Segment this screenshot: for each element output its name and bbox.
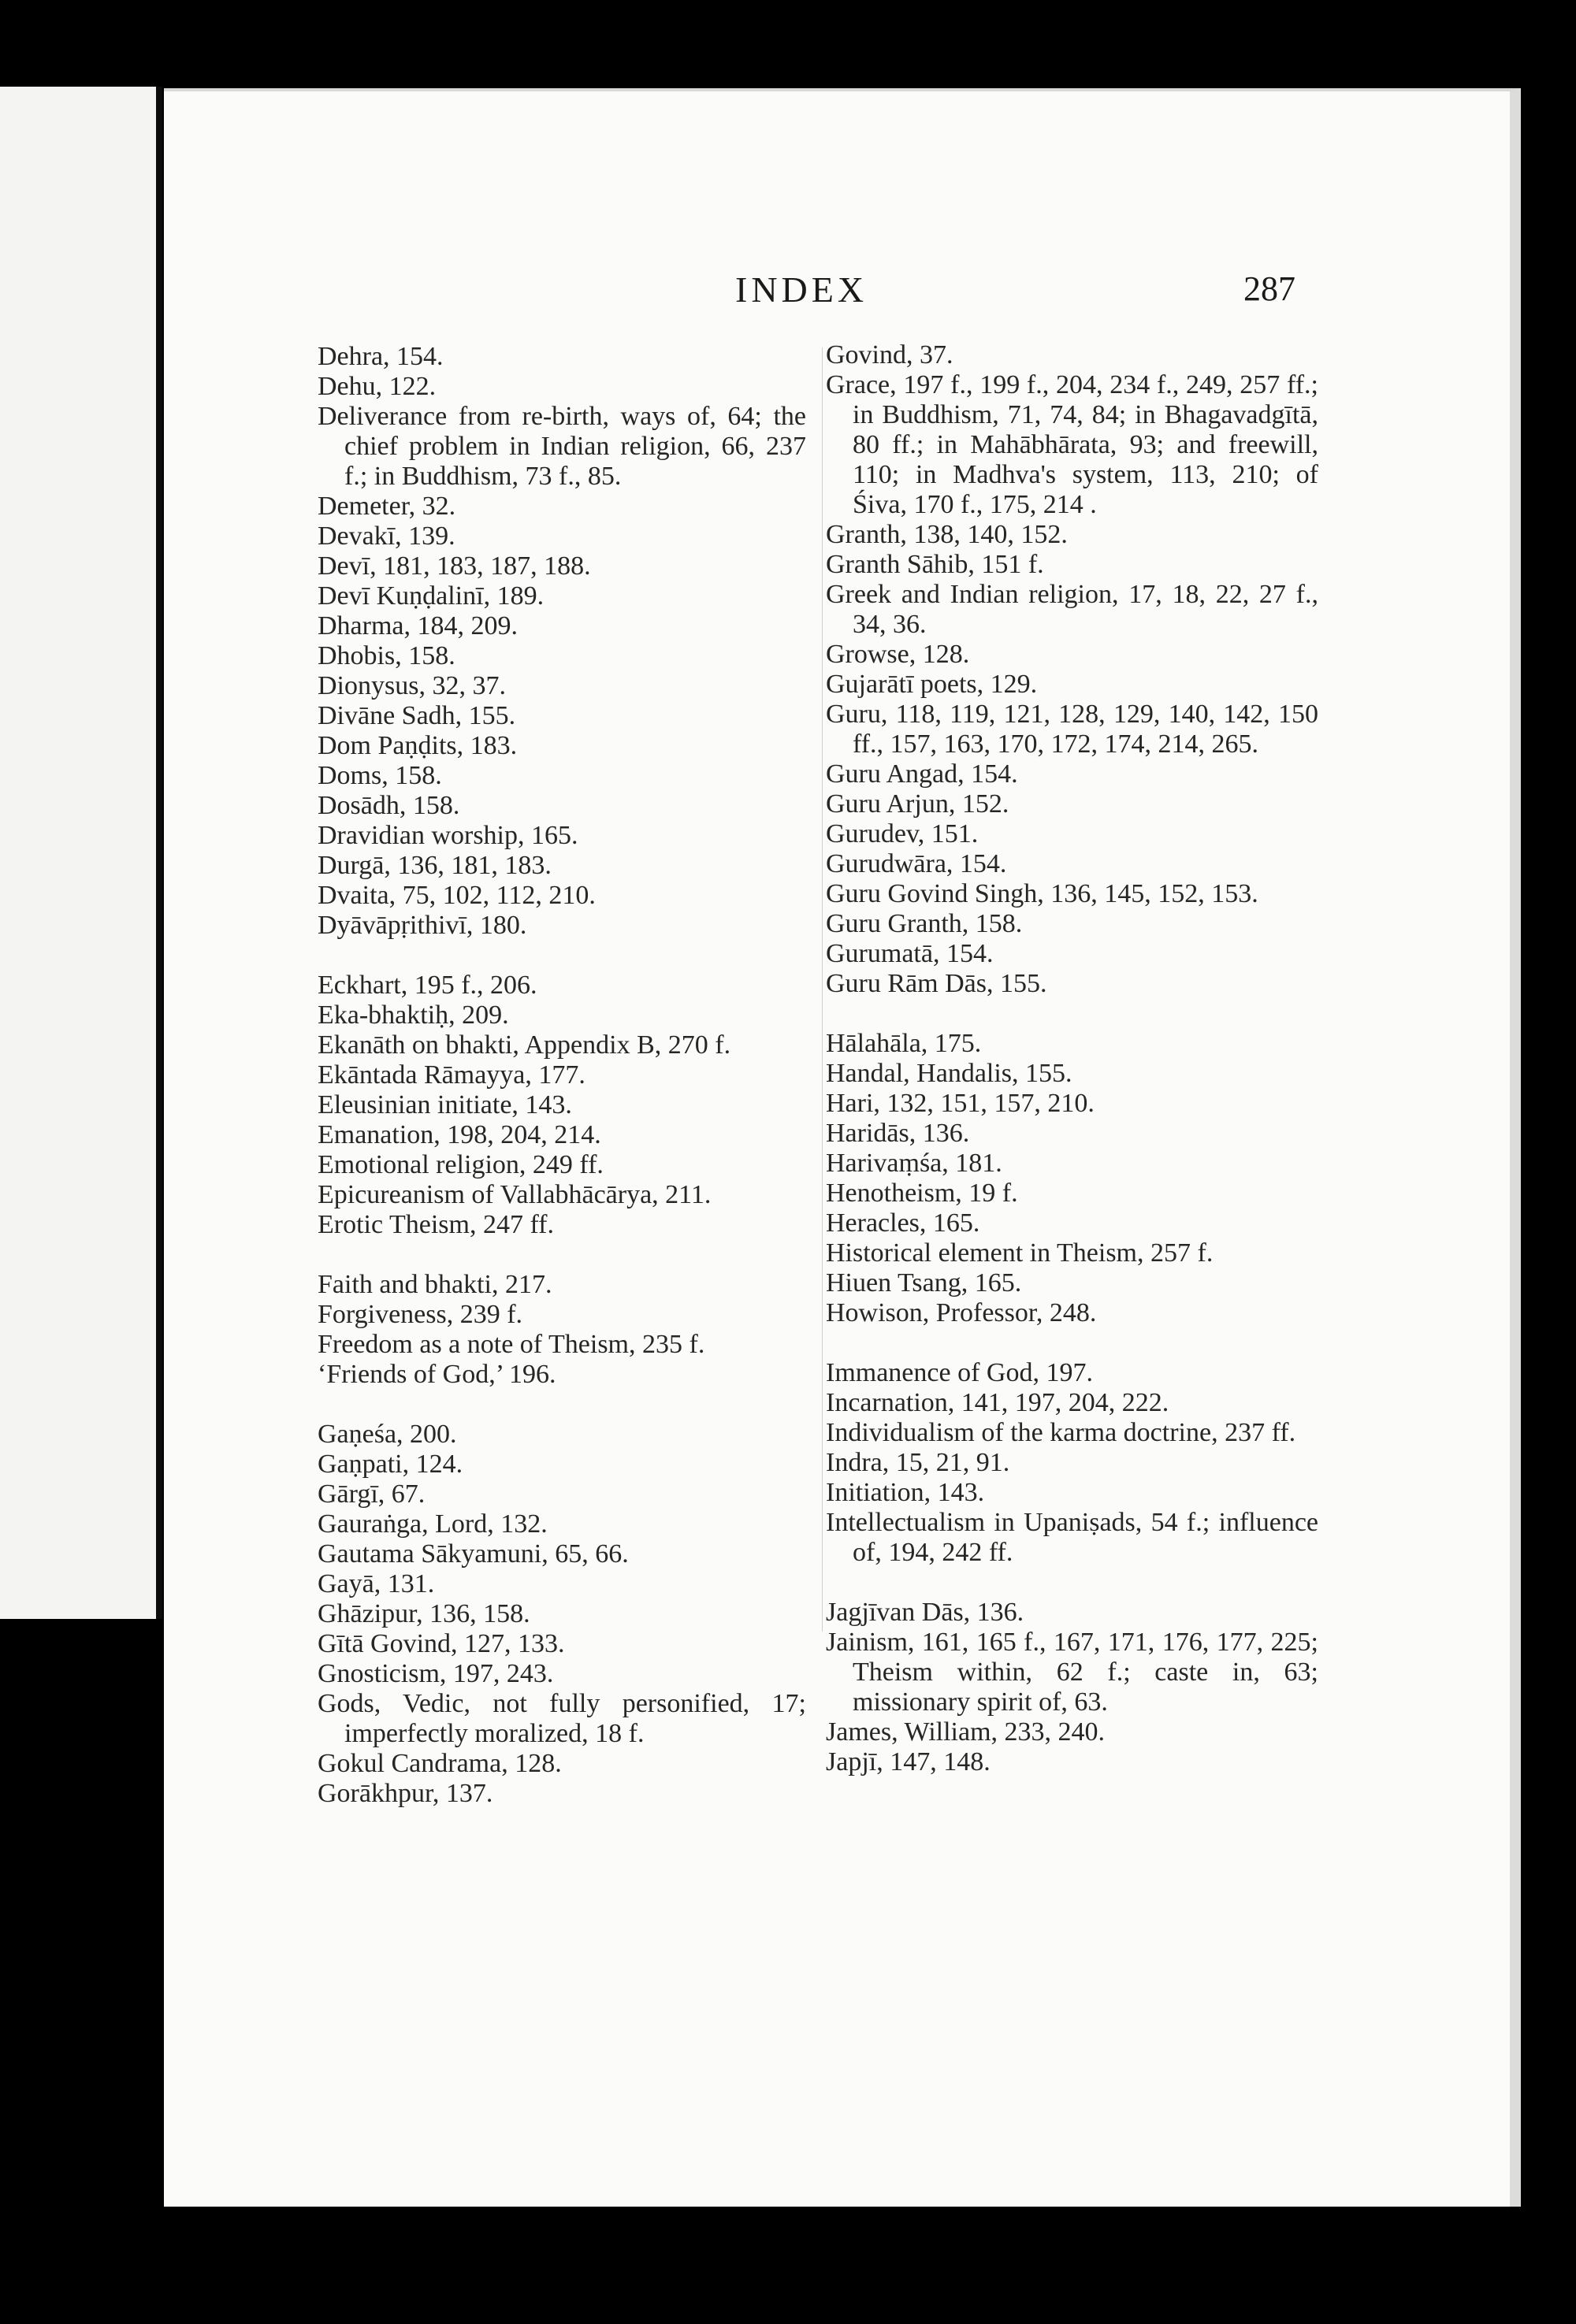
index-entry: Gurudev, 151. xyxy=(826,819,979,848)
index-group-e xyxy=(318,971,806,1240)
index-entry: Ghāzipur, 136, 158. xyxy=(318,1599,530,1628)
index-group-j xyxy=(826,1598,1318,1777)
index-entry: James, William, 233, 240. xyxy=(826,1717,1106,1747)
index-group-h xyxy=(826,1029,1318,1328)
index-entry: Gauraṅga, Lord, 132. xyxy=(318,1509,548,1539)
index-entry: Historical element in Theism, 257 f. xyxy=(826,1238,1214,1268)
index-entry: Grace, 197 f., 199 f., 204, 234 f., 249, 257 ff.; in Buddhism, 71, 74, 84; in Bhagavadgītā, 80 ff.; in Mahābhārata, 93; and freewill, 110; in Madhva's system, 113, 210; of Śiva, 170 f., 175, 214 . xyxy=(826,370,1318,519)
index-entry: Erotic Theism, 247 ff. xyxy=(318,1210,554,1239)
index-entry: Granth, 138, 140, 152. xyxy=(826,520,1068,549)
index-entry: Dehra, 154. xyxy=(318,342,444,371)
index-entry: Guru Granth, 158. xyxy=(826,909,1023,938)
index-entry: Growse, 128. xyxy=(826,640,970,669)
index-entry: Granth Sāhib, 151 f. xyxy=(826,550,1044,579)
index-entry: Faith and bhakti, 217. xyxy=(318,1270,552,1299)
index-entry: Devakī, 139. xyxy=(318,522,455,551)
index-entry: Durgā, 136, 181, 183. xyxy=(318,851,552,880)
index-entry: Gorākhpur, 137. xyxy=(318,1779,493,1808)
index-entry: Henotheism, 19 f. xyxy=(826,1179,1018,1208)
index-entry: Guru Govind Singh, 136, 145, 152, 153. xyxy=(826,879,1258,908)
index-entry: Gītā Govind, 127, 133. xyxy=(318,1629,565,1658)
index-entry: Dehu, 122. xyxy=(318,372,437,401)
index-entry: Incarnation, 141, 197, 204, 222. xyxy=(826,1388,1169,1417)
index-entry: Jainism, 161, 165 f., 167, 171, 176, 177, 225; Theism within, 62 f.; caste in, 63; missionary spirit of, 63. xyxy=(826,1628,1318,1717)
index-entry: Intellectualism in Upaniṣads, 54 f.; influence of, 194, 242 ff. xyxy=(826,1508,1318,1567)
group-spacer xyxy=(318,1240,806,1270)
index-entry: Hālahāla, 175. xyxy=(826,1029,982,1058)
group-spacer xyxy=(318,941,806,971)
index-entry: Guru Angad, 154. xyxy=(826,759,1018,789)
index-entry: Eka-bhaktiḥ, 209. xyxy=(318,1001,509,1030)
index-entry: Hiuen Tsang, 165. xyxy=(826,1268,1022,1298)
index-entry: Forgiveness, 239 f. xyxy=(318,1300,523,1329)
index-group-g-continued xyxy=(826,340,1318,999)
index-entry: Japjī, 147, 148. xyxy=(826,1747,991,1776)
index-entry: Gautama Sākyamuni, 65, 66. xyxy=(318,1539,629,1569)
index-entry: Devī, 181, 183, 187, 188. xyxy=(318,551,591,581)
index-entry: Hari, 132, 151, 157, 210. xyxy=(826,1089,1095,1118)
index-entry: Gayā, 131. xyxy=(318,1569,435,1598)
index-entry: Eckhart, 195 f., 206. xyxy=(318,971,537,1000)
index-page xyxy=(164,88,1521,2207)
index-entry: Dionysus, 32, 37. xyxy=(318,671,506,700)
index-entry: Indra, 15, 21, 91. xyxy=(826,1448,1010,1477)
index-entry: Guru Arjun, 152. xyxy=(826,789,1009,819)
index-entry: Dhobis, 158. xyxy=(318,641,455,670)
index-entry: Handal, Handalis, 155. xyxy=(826,1059,1072,1088)
index-entry: Harivaṃśa, 181. xyxy=(826,1149,1002,1178)
index-entry: Heracles, 165. xyxy=(826,1208,980,1238)
index-group-d xyxy=(318,342,806,941)
index-entry: Ekanāth on bhakti, Appendix B, 270 f. xyxy=(318,1030,731,1060)
index-entry: Dosādh, 158. xyxy=(318,791,460,820)
index-entry: Dharma, 184, 209. xyxy=(318,611,519,640)
index-entry: Demeter, 32. xyxy=(318,492,456,521)
index-entry: Emotional religion, 249 ff. xyxy=(318,1150,604,1179)
index-entry: Gujarātī poets, 129. xyxy=(826,670,1038,699)
index-entry: Initiation, 143. xyxy=(826,1478,985,1507)
page-number: 287 xyxy=(1243,269,1295,308)
right-index-column xyxy=(826,340,1318,1777)
index-entry: Deliverance from re-birth, ways of, 64; the chief problem in Indian religion, 66, 237 f.; in Buddhism, 73 f., 85. xyxy=(318,402,806,491)
index-entry: ‘Friends of God,’ 196. xyxy=(318,1360,556,1389)
index-group-f xyxy=(318,1270,806,1390)
index-entry: Gurumatā, 154. xyxy=(826,939,994,968)
index-entry: Divāne Sadh, 155. xyxy=(318,701,516,730)
group-spacer xyxy=(826,999,1318,1029)
index-entry: Immanence of God, 197. xyxy=(826,1358,1093,1387)
index-entry: Individualism of the karma doctrine, 237 ff. xyxy=(826,1418,1296,1447)
index-entry: Gurudwāra, 154. xyxy=(826,849,1007,878)
index-entry: Guru, 118, 119, 121, 128, 129, 140, 142, 150 ff., 157, 163, 170, 172, 174, 214, 265. xyxy=(826,700,1318,759)
index-entry: Devī Kuṇḍalinī, 189. xyxy=(318,581,545,611)
index-entry: Dyāvāpṛithivī, 180. xyxy=(318,911,527,940)
index-entry: Eleusinian initiate, 143. xyxy=(318,1090,572,1119)
index-entry: Dvaita, 75, 102, 112, 210. xyxy=(318,881,596,910)
index-entry: Jagjīvan Dās, 136. xyxy=(826,1598,1024,1627)
index-group-i xyxy=(826,1358,1318,1568)
index-entry: Haridās, 136. xyxy=(826,1119,970,1148)
index-entry: Epicureanism of Vallabhācārya, 211. xyxy=(318,1180,712,1209)
index-entry: Gārgī, 67. xyxy=(318,1479,426,1509)
index-entry: Dravidian worship, 165. xyxy=(318,821,578,850)
left-index-column xyxy=(318,342,806,1809)
index-entry: Gods, Vedic, not fully personified, 17; imperfectly moralized, 18 f. xyxy=(318,1689,806,1748)
index-entry: Gokul Candrama, 128. xyxy=(318,1749,562,1778)
index-entry: Gaṇeśa, 200. xyxy=(318,1420,457,1449)
index-entry: Emanation, 198, 204, 214. xyxy=(318,1120,601,1149)
index-entry: Greek and Indian religion, 17, 18, 22, 27 f., 34, 36. xyxy=(826,580,1318,639)
index-entry: Ekāntada Rāmayya, 177. xyxy=(318,1060,585,1090)
index-entry: Freedom as a note of Theism, 235 f. xyxy=(318,1330,705,1359)
index-entry: Gnosticism, 197, 243. xyxy=(318,1659,554,1688)
index-entry: Doms, 158. xyxy=(318,761,442,790)
index-entry: Dom Paṇḍits, 183. xyxy=(318,731,518,760)
index-entry: Govind, 37. xyxy=(826,340,953,369)
group-spacer xyxy=(826,1568,1318,1598)
index-entry: Howison, Professor, 248. xyxy=(826,1298,1097,1327)
page-header xyxy=(164,269,1510,332)
index-entry: Guru Rām Dās, 155. xyxy=(826,969,1047,998)
group-spacer xyxy=(318,1390,806,1420)
adjacent-page-edge xyxy=(0,87,162,1619)
index-group-g xyxy=(318,1420,806,1809)
group-spacer xyxy=(826,1328,1318,1358)
index-entry: Gaṇpati, 124. xyxy=(318,1450,463,1479)
column-divider xyxy=(822,347,823,1632)
running-head: INDEX xyxy=(735,269,868,310)
